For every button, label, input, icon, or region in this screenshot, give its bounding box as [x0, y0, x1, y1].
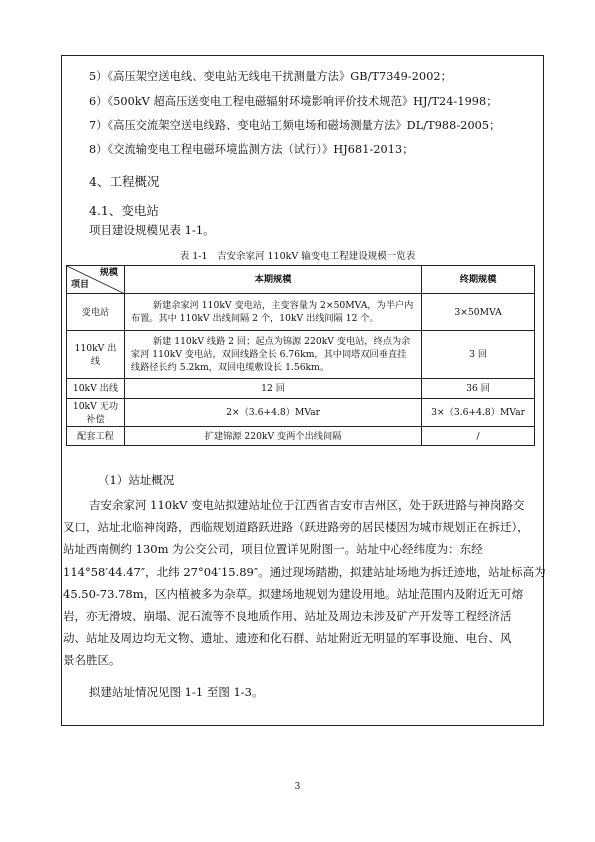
row-current: 2×（3.6+4.8）MVar: [124, 399, 421, 427]
row-final: 3 回: [422, 331, 535, 379]
row-current: 新建余家河 110kV 变电站，主变容量为 2×50MVA，为半户内布置。其中 110kV 出线间隔 2 个，10kV 出线间隔 12 个。: [124, 294, 421, 331]
table-header-row: [67, 266, 535, 294]
row-item: 10kV 出线: [67, 379, 125, 399]
intro-text: 项目建设规模见表 1-1。: [89, 223, 215, 237]
row-current: 扩建锦源 220kV 变两个出线间隔: [124, 427, 421, 446]
paragraph-line: 站址西南侧约 130m 为公交公司，项目位置详见附图一。站址中心经纬度为：东经: [63, 542, 483, 557]
header-scale-label: 规模: [99, 268, 118, 278]
table-row: [67, 379, 535, 399]
row-final: 3×（3.6+4.8）MVar: [422, 399, 535, 427]
reference-item: 6）《500kV 超高压送变电工程电磁辐射环境影响评价技术规范》HJ/T24-1998；: [89, 95, 498, 108]
paragraph-line: 动、站址及周边均无文物、遗址、遗迹和化石群、站址附近无明显的军事设施、电台、风: [63, 631, 512, 646]
row-item: 110kV 出线: [67, 331, 125, 379]
scale-table: [66, 265, 535, 446]
paragraph-line: 114°58′44.47″，北纬 27°04′15.89″。通过现场踏勘，拟建站址场地为拆迁迹地，站址标高为: [63, 564, 546, 579]
site-paragraph: [63, 494, 546, 672]
reference-item: 8）《交流输变电工程电磁环境监测方法（试行）》HJ681-2013；: [89, 143, 414, 156]
subsection-title: 4.1、变电站: [89, 203, 159, 218]
table-row: [67, 427, 535, 446]
paragraph-line: 岩，亦无滑坡、崩塌、泥石流等不良地质作用、站址及周边未涉及矿产开发等工程经济活: [63, 608, 512, 623]
table-row: [67, 331, 535, 379]
section-title: 4、工程概况: [89, 174, 160, 189]
paragraph-line: 吉安余家河 110kV 变电站拟建站址位于江西省吉安市吉州区，处于跃进路与神岗路交: [89, 498, 525, 512]
reference-item: 7）《高压交流架空送电线路、变电站工频电场和磁场测量方法》DL/T988-2005；: [89, 119, 501, 132]
row-item: 配套工程: [67, 427, 125, 446]
paragraph-line: 景名胜区。: [63, 653, 121, 668]
table-row: [67, 294, 535, 331]
reference-item: 5）《高压架空送电线、变电站无线电干扰测量方法》GB/T7349-2002；: [89, 70, 452, 83]
row-item: 变电站: [67, 294, 125, 331]
header-final-scale: 终期规模: [422, 266, 535, 294]
table-row: [67, 399, 535, 427]
row-current: 新建 110kV 线路 2 回；起点为锦源 220kV 变电站，终点为余家河 110kV 变电站，双回线路全长 6.76km，其中同塔双回垂直挂线路径长约 5.2km，双回电缆敷设长 1.56km。: [124, 331, 421, 379]
row-final: /: [422, 427, 535, 446]
header-current-scale: 本期规模: [124, 266, 421, 294]
diagonal-header-cell: [67, 266, 125, 294]
table-caption: 表 1-1 吉安余家河 110kV 输变电工程建设规模一览表: [179, 251, 416, 262]
page-number: 3: [294, 782, 301, 792]
paragraph-line: 叉口，站址北临神岗路，西临规划道路跃进路（跃进路旁的居民楼因为城市规划正在拆迁），: [63, 520, 529, 535]
paragraph-line: 45.50-73.78m，区内植被多为杂草。拟建场地规划为建设用地。站址范围内及附近无可熔: [63, 586, 524, 601]
row-item: 10kV 无功补偿: [67, 399, 125, 427]
site-overview-title: （1）站址概况: [98, 473, 175, 487]
row-final: 36 回: [422, 379, 535, 399]
row-current: 12 回: [124, 379, 421, 399]
closing-text: 拟建站址情况见图 1-1 至图 1-3。: [89, 685, 264, 699]
header-item-label: 项目: [71, 280, 90, 290]
row-final: 3×50MVA: [422, 294, 535, 331]
